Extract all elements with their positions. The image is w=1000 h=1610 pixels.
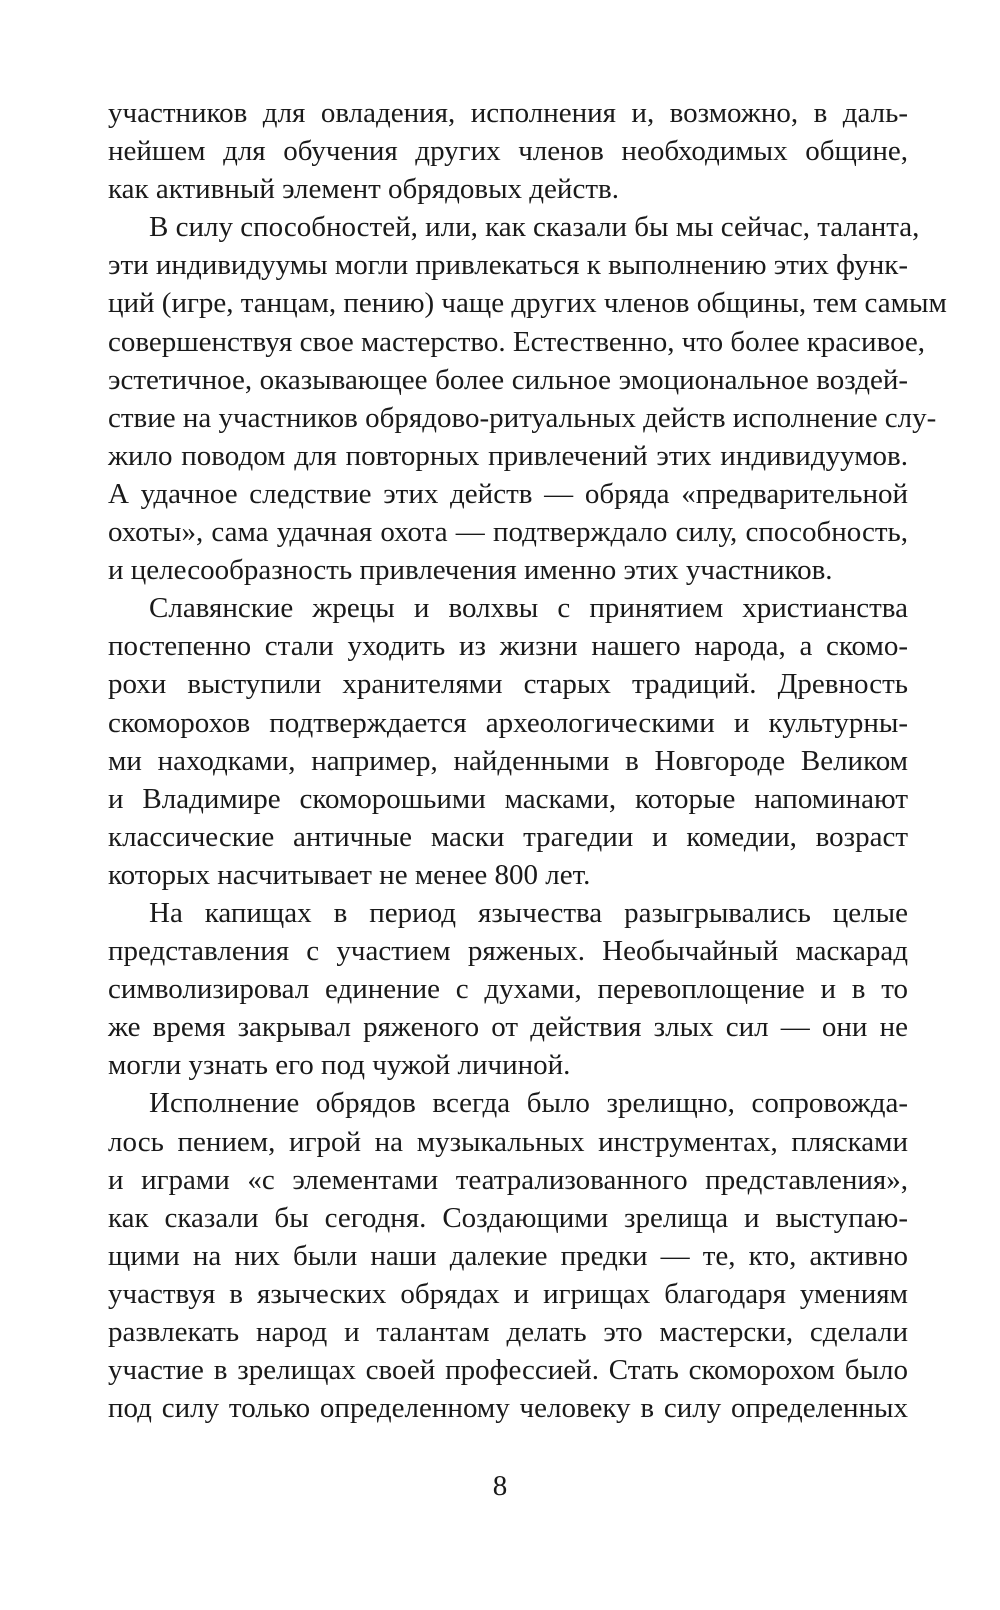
- text-line: эстетичное, оказывающее более сильное эмоциональное воздей-: [108, 363, 908, 396]
- text-line: как активный элемент обрядовых действ.: [108, 173, 619, 206]
- page-body: [108, 94, 947, 1427]
- text-line: символизировал единение с духами, перевоплощение и в то: [108, 973, 908, 1006]
- text-line: жило поводом для повторных привлечений этих индивидуумов.: [108, 439, 908, 472]
- text-line: ствие на участников обрядово-ритуальных действ исполнение слу-: [108, 401, 937, 434]
- text-line: классические античные маски трагедии и комедии, возраст: [108, 820, 908, 853]
- text-line: скоморохов подтверждается археологическими и культурны-: [108, 706, 908, 739]
- text-line: нейшем для обучения других членов необходимых общине,: [108, 135, 908, 168]
- text-line: могли узнать его под чужой личиной.: [108, 1049, 571, 1082]
- text-line: же время закрывал ряженого от действия злых сил — они не: [108, 1011, 908, 1044]
- text-line: А удачное следствие этих действ — обряда «предварительной: [108, 477, 908, 510]
- text-line: рохи выступили хранителями старых традиций. Древность: [108, 668, 908, 701]
- text-line: представления с участием ряженых. Необычайный маскарад: [108, 935, 908, 968]
- text-line: участников для овладения, исполнения и, возможно, в даль-: [108, 97, 908, 129]
- text-line: эти индивидуумы могли привлекаться к выполнению этих функ-: [108, 249, 908, 282]
- page-number: 8: [492, 1470, 508, 1502]
- text-line: и Владимире скоморошьими масками, которые напоминают: [108, 782, 908, 815]
- text-line: Славянские жрецы и волхвы с принятием христианства: [149, 592, 908, 625]
- text-line: постепенно стали уходить из жизни нашего народа, а скомо-: [108, 630, 908, 663]
- text-line: как сказали бы сегодня. Создающими зрелища и выступаю-: [108, 1201, 908, 1234]
- text-line: охоты», сама удачная охота — подтверждало силу, способность,: [108, 516, 908, 549]
- text-line: участвуя в языческих обрядах и игрищах благодаря умениям: [108, 1277, 908, 1310]
- text-line: под силу только определенному человеку в силу определенных: [108, 1392, 908, 1425]
- text-line: ми находками, например, найденными в Новгороде Великом: [108, 744, 908, 777]
- text-line: ций (игре, танцам, пению) чаще других членов общины, тем самым: [108, 287, 947, 320]
- text-line: щими на них были наши далекие предки — те, кто, активно: [108, 1239, 908, 1272]
- text-line: и целесообразность привлечения именно этих участников.: [108, 554, 833, 587]
- text-line: участие в зрелищах своей профессией. Стать скоморохом было: [108, 1354, 908, 1387]
- text-line: развлекать народ и талантам делать это мастерски, сделали: [108, 1316, 908, 1348]
- text-line: Исполнение обрядов всегда было зрелищно, сопровожда-: [149, 1087, 908, 1120]
- text-line: На капищах в период язычества разыгрывались целые: [149, 896, 908, 929]
- text-line: совершенствуя свое мастерство. Естественно, что более красивое,: [108, 325, 926, 358]
- text-line: лось пением, игрой на музыкальных инструментах, плясками: [108, 1125, 908, 1158]
- text-line: и играми «с элементами театрализованного представления»,: [108, 1163, 908, 1196]
- text-line: которых насчитывает не менее 800 лет.: [108, 858, 591, 891]
- text-line: В силу способностей, или, как сказали бы мы сейчас, таланта,: [149, 211, 920, 244]
